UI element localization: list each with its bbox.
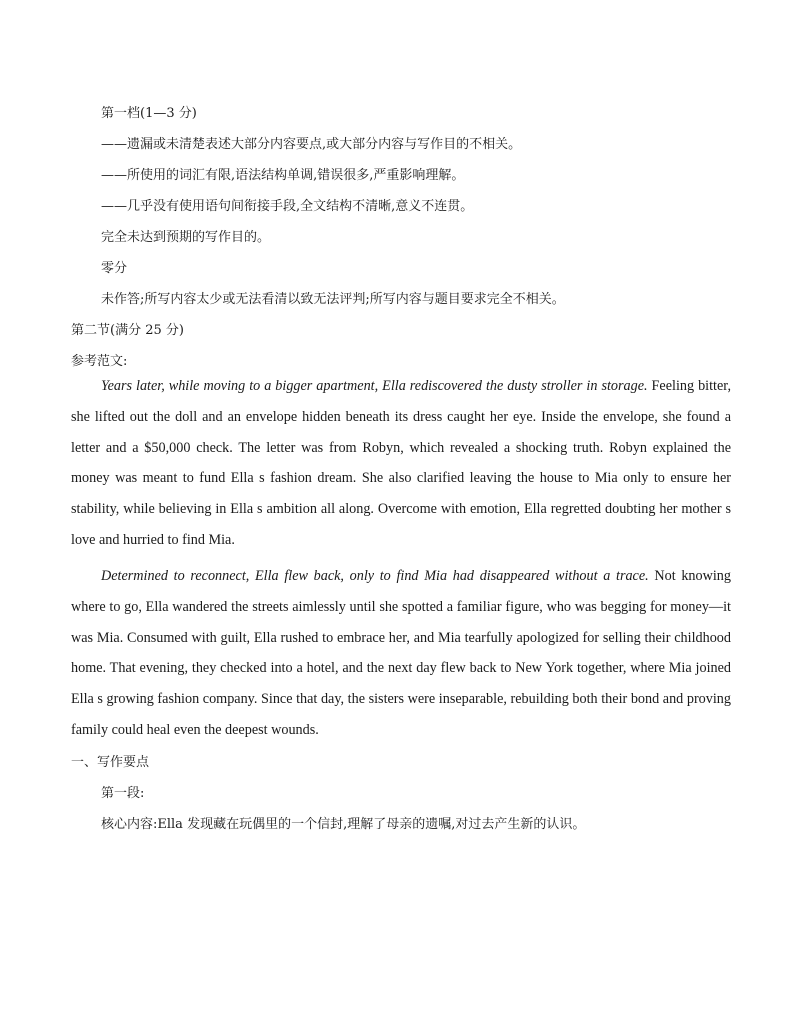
sample-essay-paragraph-2 (71, 561, 731, 746)
writing-points-paragraph-label: 第一段: (101, 786, 145, 801)
writing-points-title: 一、写作要点 (71, 755, 150, 770)
paragraph-1-body: Feeling bitter, she lifted out the doll and an envelope hidden beneath its dress caught her eye. Inside the envelope, she found a letter and a $50,000 check. The letter was from Robyn, which revealed a shocking truth. Robyn explained the money was meant to fund Ella s fashion dream. She also clarified leaving the house to Mia only to ensure her stability, while believing in Ella s ambition all along. Overcome with emotion, Ella regretted doubting her mother s love and hurried to find Mia. (71, 378, 731, 548)
sample-essay-label: 参考范文: (71, 354, 128, 369)
paragraph-1-lead-sentence: Years later, while moving to a bigger apartment, Ella rediscovered the dusty stroller in storage. (101, 378, 648, 394)
writing-points-core-content: 核心内容:Ella 发现藏在玩偶里的一个信封,理解了母亲的遗嘱,对过去产生新的认识。 (101, 817, 586, 832)
grade-tier-1-criterion: ——遗漏或未清楚表述大部分内容要点,或大部分内容与写作目的不相关。 (101, 137, 522, 152)
section-two-title: 第二节(满分 25 分) (71, 323, 184, 338)
grade-tier-1-summary: 完全未达到预期的写作目的。 (101, 230, 271, 245)
grade-tier-1-criterion: ——所使用的词汇有限,语法结构单调,错误很多,严重影响理解。 (101, 168, 465, 183)
grade-tier-1-criterion: ——几乎没有使用语句间衔接手段,全文结构不清晰,意义不连贯。 (101, 199, 474, 214)
grade-tier-1-title: 第一档(1—3 分) (101, 106, 197, 121)
paragraph-2-lead-sentence: Determined to reconnect, Ella flew back, only to find Mia had disappeared without a trace. (101, 568, 649, 584)
zero-tier-title: 零分 (101, 261, 128, 276)
zero-tier-description: 未作答;所写内容太少或无法看清以致无法评判;所写内容与题目要求完全不相关。 (101, 292, 565, 307)
sample-essay-paragraph-1 (71, 371, 731, 556)
paragraph-2-body: Not knowing where to go, Ella wandered the streets aimlessly until she spotted a familiar figure, who was begging for money—it was Mia. Consumed with guilt, Ella rushed to embrace her, and Mia tearfully apologized for selling their childhood home. That evening, they checked into a hotel, and the next day flew back to New York together, where Mia joined Ella s growing fashion company. Since that day, the sisters were inseparable, rebuilding both their bond and proving family could heal even the deepest wounds. (71, 568, 731, 738)
